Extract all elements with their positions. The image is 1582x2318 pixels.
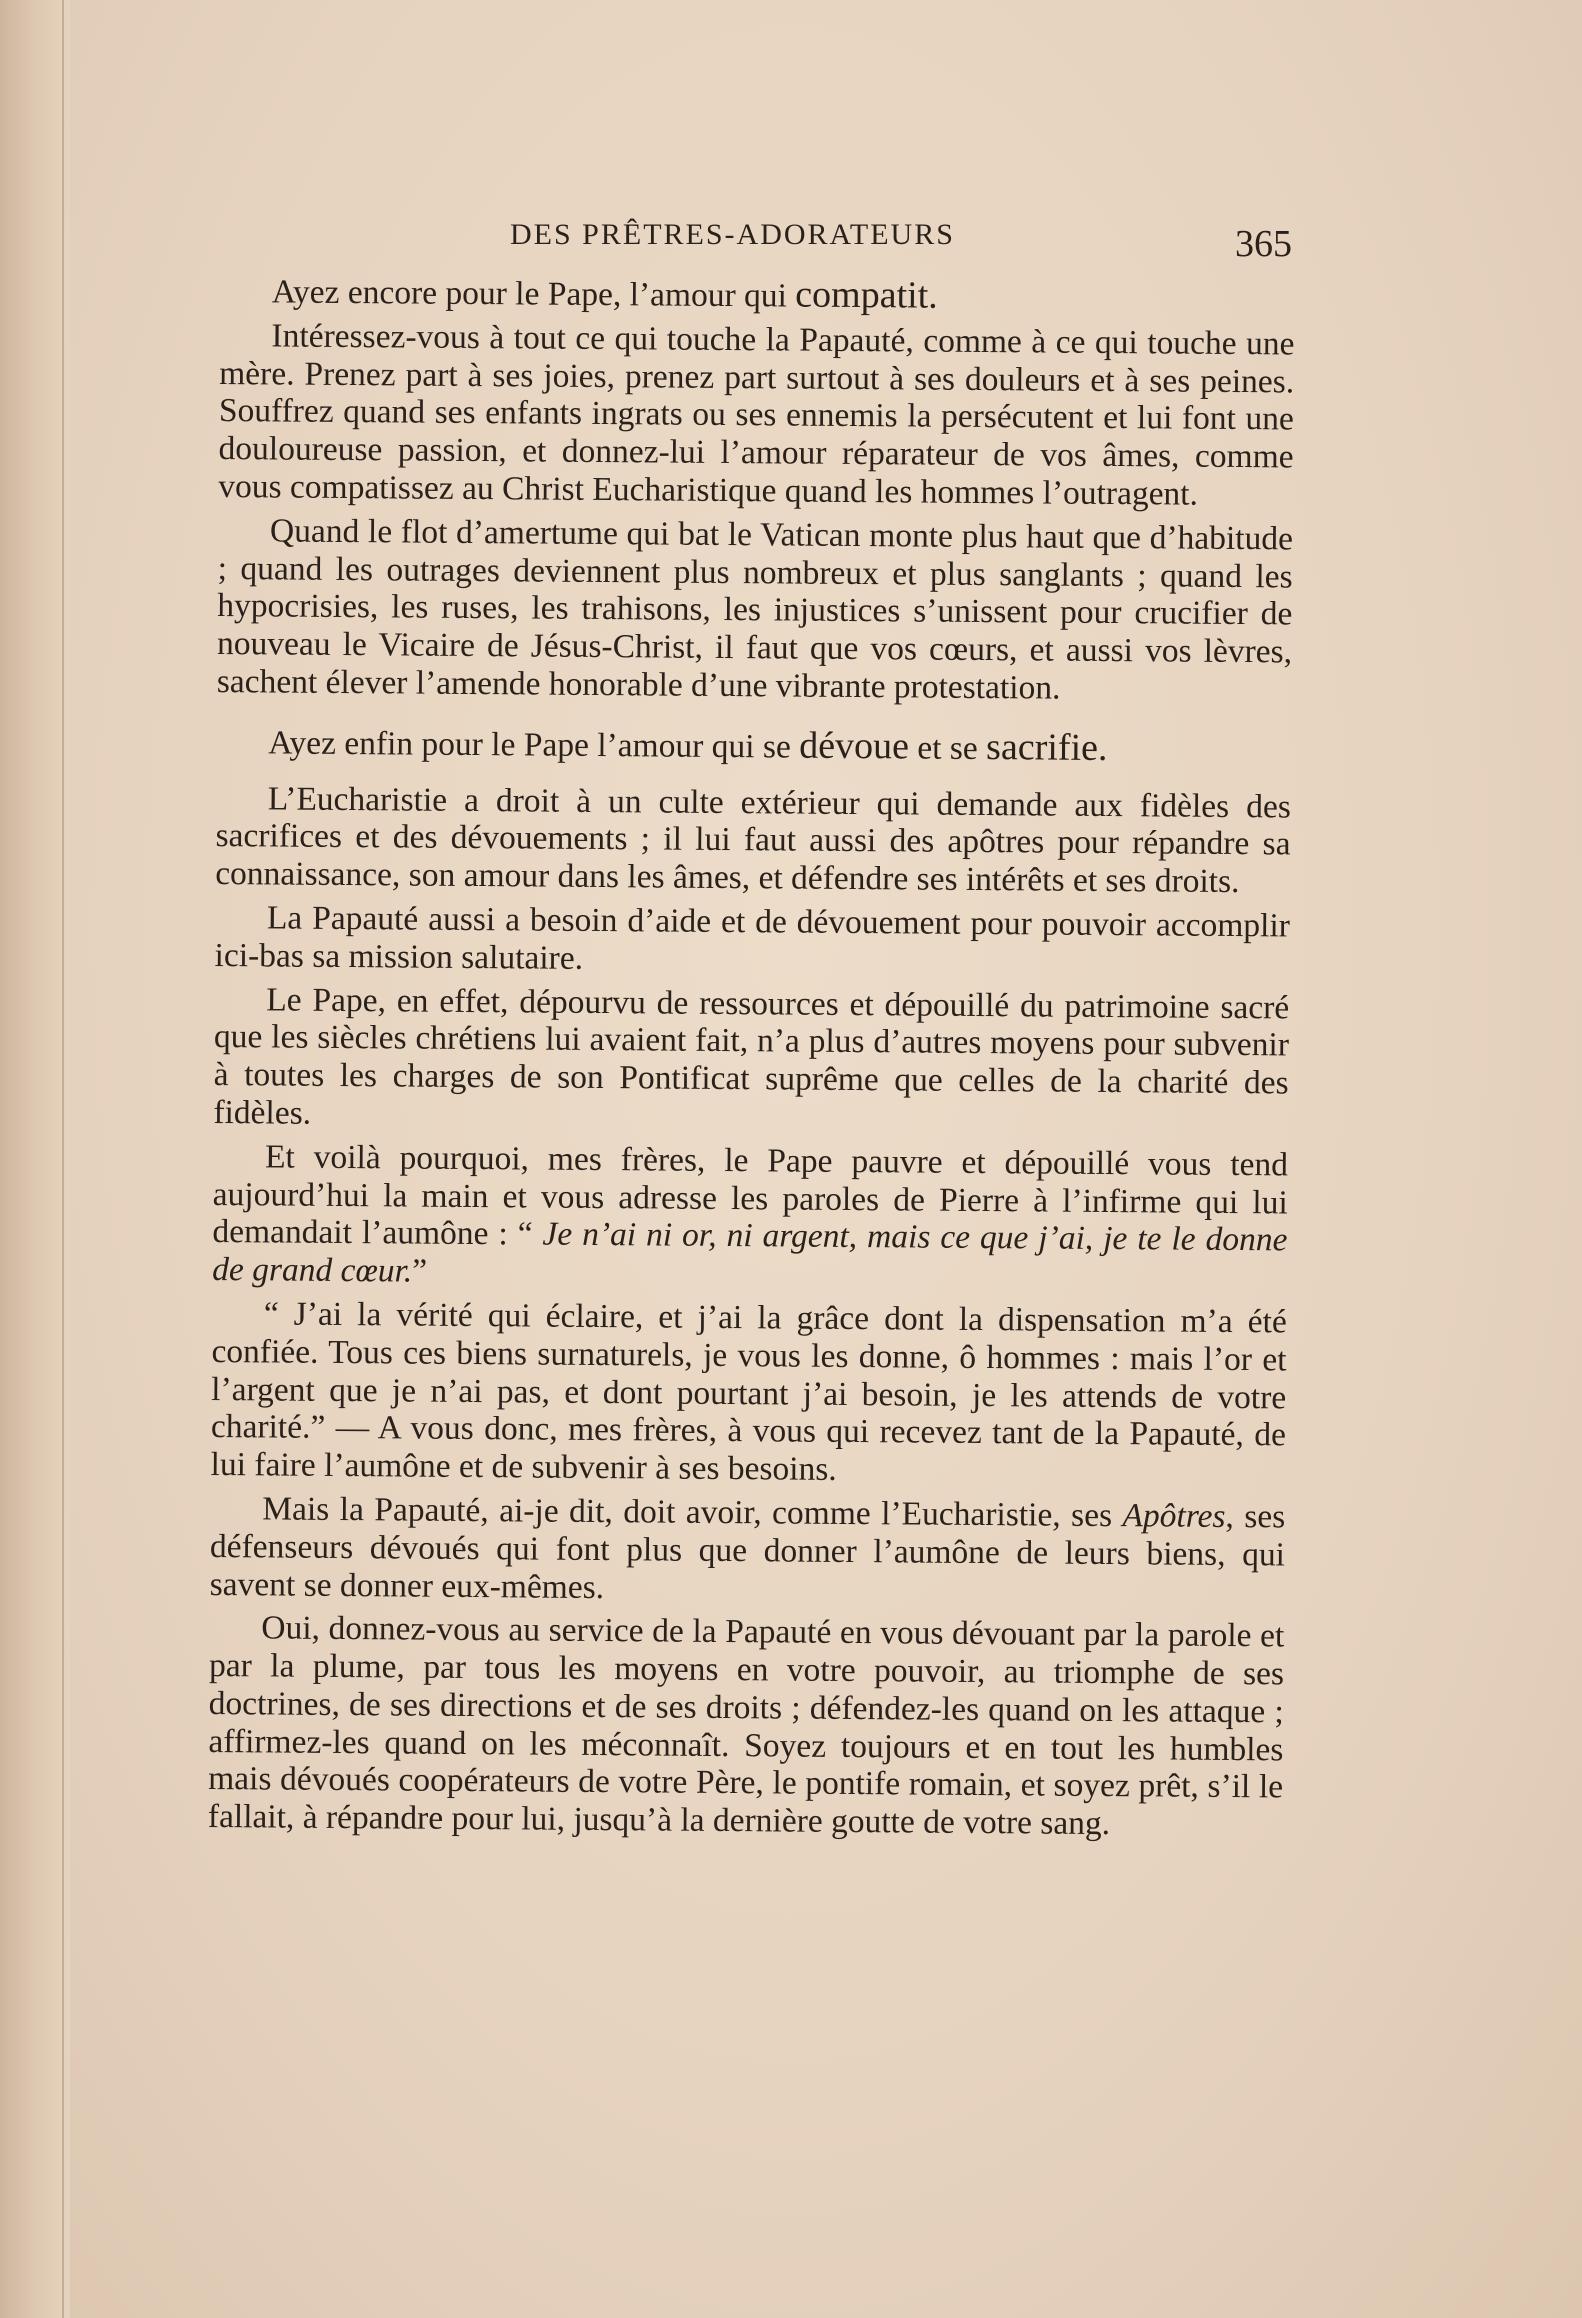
paragraph-text: Intéressez-vous à tout ce qui touche la Papauté, comme à ce qui touche une mère. Prenez part à ses joies, prenez part surtout à ses douleurs et à ses peines. Souffrez quand ses enfants ingrats ou ses ennemis la persécutent et lui font une douloureuse passion, et donnez-lui l’amour réparateur de vos âmes, comme vous compatissez au Christ Eucharistique quand les hommes l’outragent. [218, 317, 1295, 513]
paragraph-2 [218, 317, 1294, 514]
page-header [220, 208, 1300, 268]
paragraph-text: La Papauté aussi a besoin d’aide et de dévouement pour pouvoir accomplir ici-bas sa mission salutaire. [214, 899, 1291, 977]
emphasis-compatit: compatit. [795, 273, 938, 317]
emphasis-devoue: dévoue [799, 724, 910, 768]
paragraph-text: “ J’ai la vérité qui éclaire, et j’ai la grâce dont la dispensation m’a été confiée. Tous ces biens surnaturels, je vous les donne, ô hommes : mais l’or et l’argent que je n’ai pas, et dont pourtant j’ai besoin, je les attends de votre charité.” — A vous donc, mes frères, à vous qui recevez tant de la Papauté, de lui faire l’aumône et de subvenir à ses besoins. [210, 1295, 1287, 1488]
paragraph-text: Ayez encore pour le Pape, l’amour qui [271, 273, 796, 315]
paragraph-4 [216, 723, 1291, 770]
quotation-italic: Je n’ai ni or, ni argent, mais ce que j’ai, je te le donne de grand cœur. [212, 1215, 1288, 1290]
paragraph-text: L’Eucharistie a droit à un culte extérieur qui demande aux fidèles des sacrifices et des dévouements ; il lui faut aussi des apôtres pour répandre sa connaissance, son amour dans les âmes, et défendre ses intérêts et ses droits. [215, 779, 1291, 901]
paragraph-6 [214, 899, 1290, 983]
paragraph-text: Ayez enfin pour le Pape l’amour qui se [268, 724, 800, 766]
paragraph-11 [208, 1609, 1285, 1844]
paragraph-text: Quand le flot d’amertume qui bat le Vatican monte plus haut que d’habitude ; quand les outrages deviennent plus nombreux et plus sanglants ; quand les hypocrisies, les ruses, les trahisons, les injustices s’unissent pour crucifier de nouveau le Vicaire de Jésus-Christ, il faut que vos cœurs, et aussi vos lèvres, sachent élever l’amende honorable d’une vibrante protestation. [216, 512, 1294, 707]
apotres-italic: Apôtres [1122, 1497, 1226, 1535]
paragraph-text: Oui, donnez-vous au service de la Papauté en vous dévouant par la parole et par la plume, par tous les moyens en votre pouvoir, au triomphe de ses doctrines, de ses directions et de ses droits ; défendez-les quand on les attaque ; affirmez-les quand on les méconnaît. Soyez toujours et en tout les humbles mais dévoués coopérateurs de votre Père, le pontife romain, et soyez prêt, s’il le fallait, à répandre pour lui, jusqu’à la dernière goutte de votre sang. [207, 1609, 1285, 1843]
paragraph-3 [217, 512, 1293, 709]
page-gutter [0, 0, 70, 2318]
paragraph-9 [210, 1295, 1286, 1492]
paragraph-1 [220, 272, 1295, 319]
paragraph-8 [212, 1138, 1288, 1298]
paragraph-text: ” [412, 1252, 428, 1290]
paragraph-text: , ses défenseurs dévoués qui font plus que donner l’aumône de leurs biens, qui savent se donner eux-mêmes. [209, 1497, 1286, 1606]
emphasis-sacrifie: sacrifie. [985, 725, 1108, 769]
paragraph-text: Et voilà pourquoi, mes frères, le Pape pauvre et dépouillé vous tend aujourd’hui la main et vous adresse les paroles de Pierre à l’infirme qui lui demandait l’aumône : “ [212, 1138, 1289, 1253]
paragraph-text: Le Pape, en effet, dépourvu de ressources et dépouillé du patrimoine sacré que les siècles chrétiens lui avaient fait, n’a plus d’autres moyens pour subvenir à toutes les charges de son Pontificat suprême que celles de la charité des fidèles. [213, 980, 1290, 1132]
binding-edge [62, 0, 64, 2318]
paragraph-7 [213, 981, 1289, 1141]
page-number: 365 [1235, 223, 1292, 265]
page-body [208, 272, 1295, 1850]
paragraph-text: et se [908, 729, 987, 767]
running-head: DES PRÊTRES-ADORATEURS [510, 218, 955, 251]
paragraph-text: Mais la Papauté, ai-je dit, doit avoir, comme l’Eucharistie, ses [262, 1490, 1123, 1535]
paragraph-10 [210, 1490, 1286, 1612]
paragraph-5 [215, 780, 1291, 902]
